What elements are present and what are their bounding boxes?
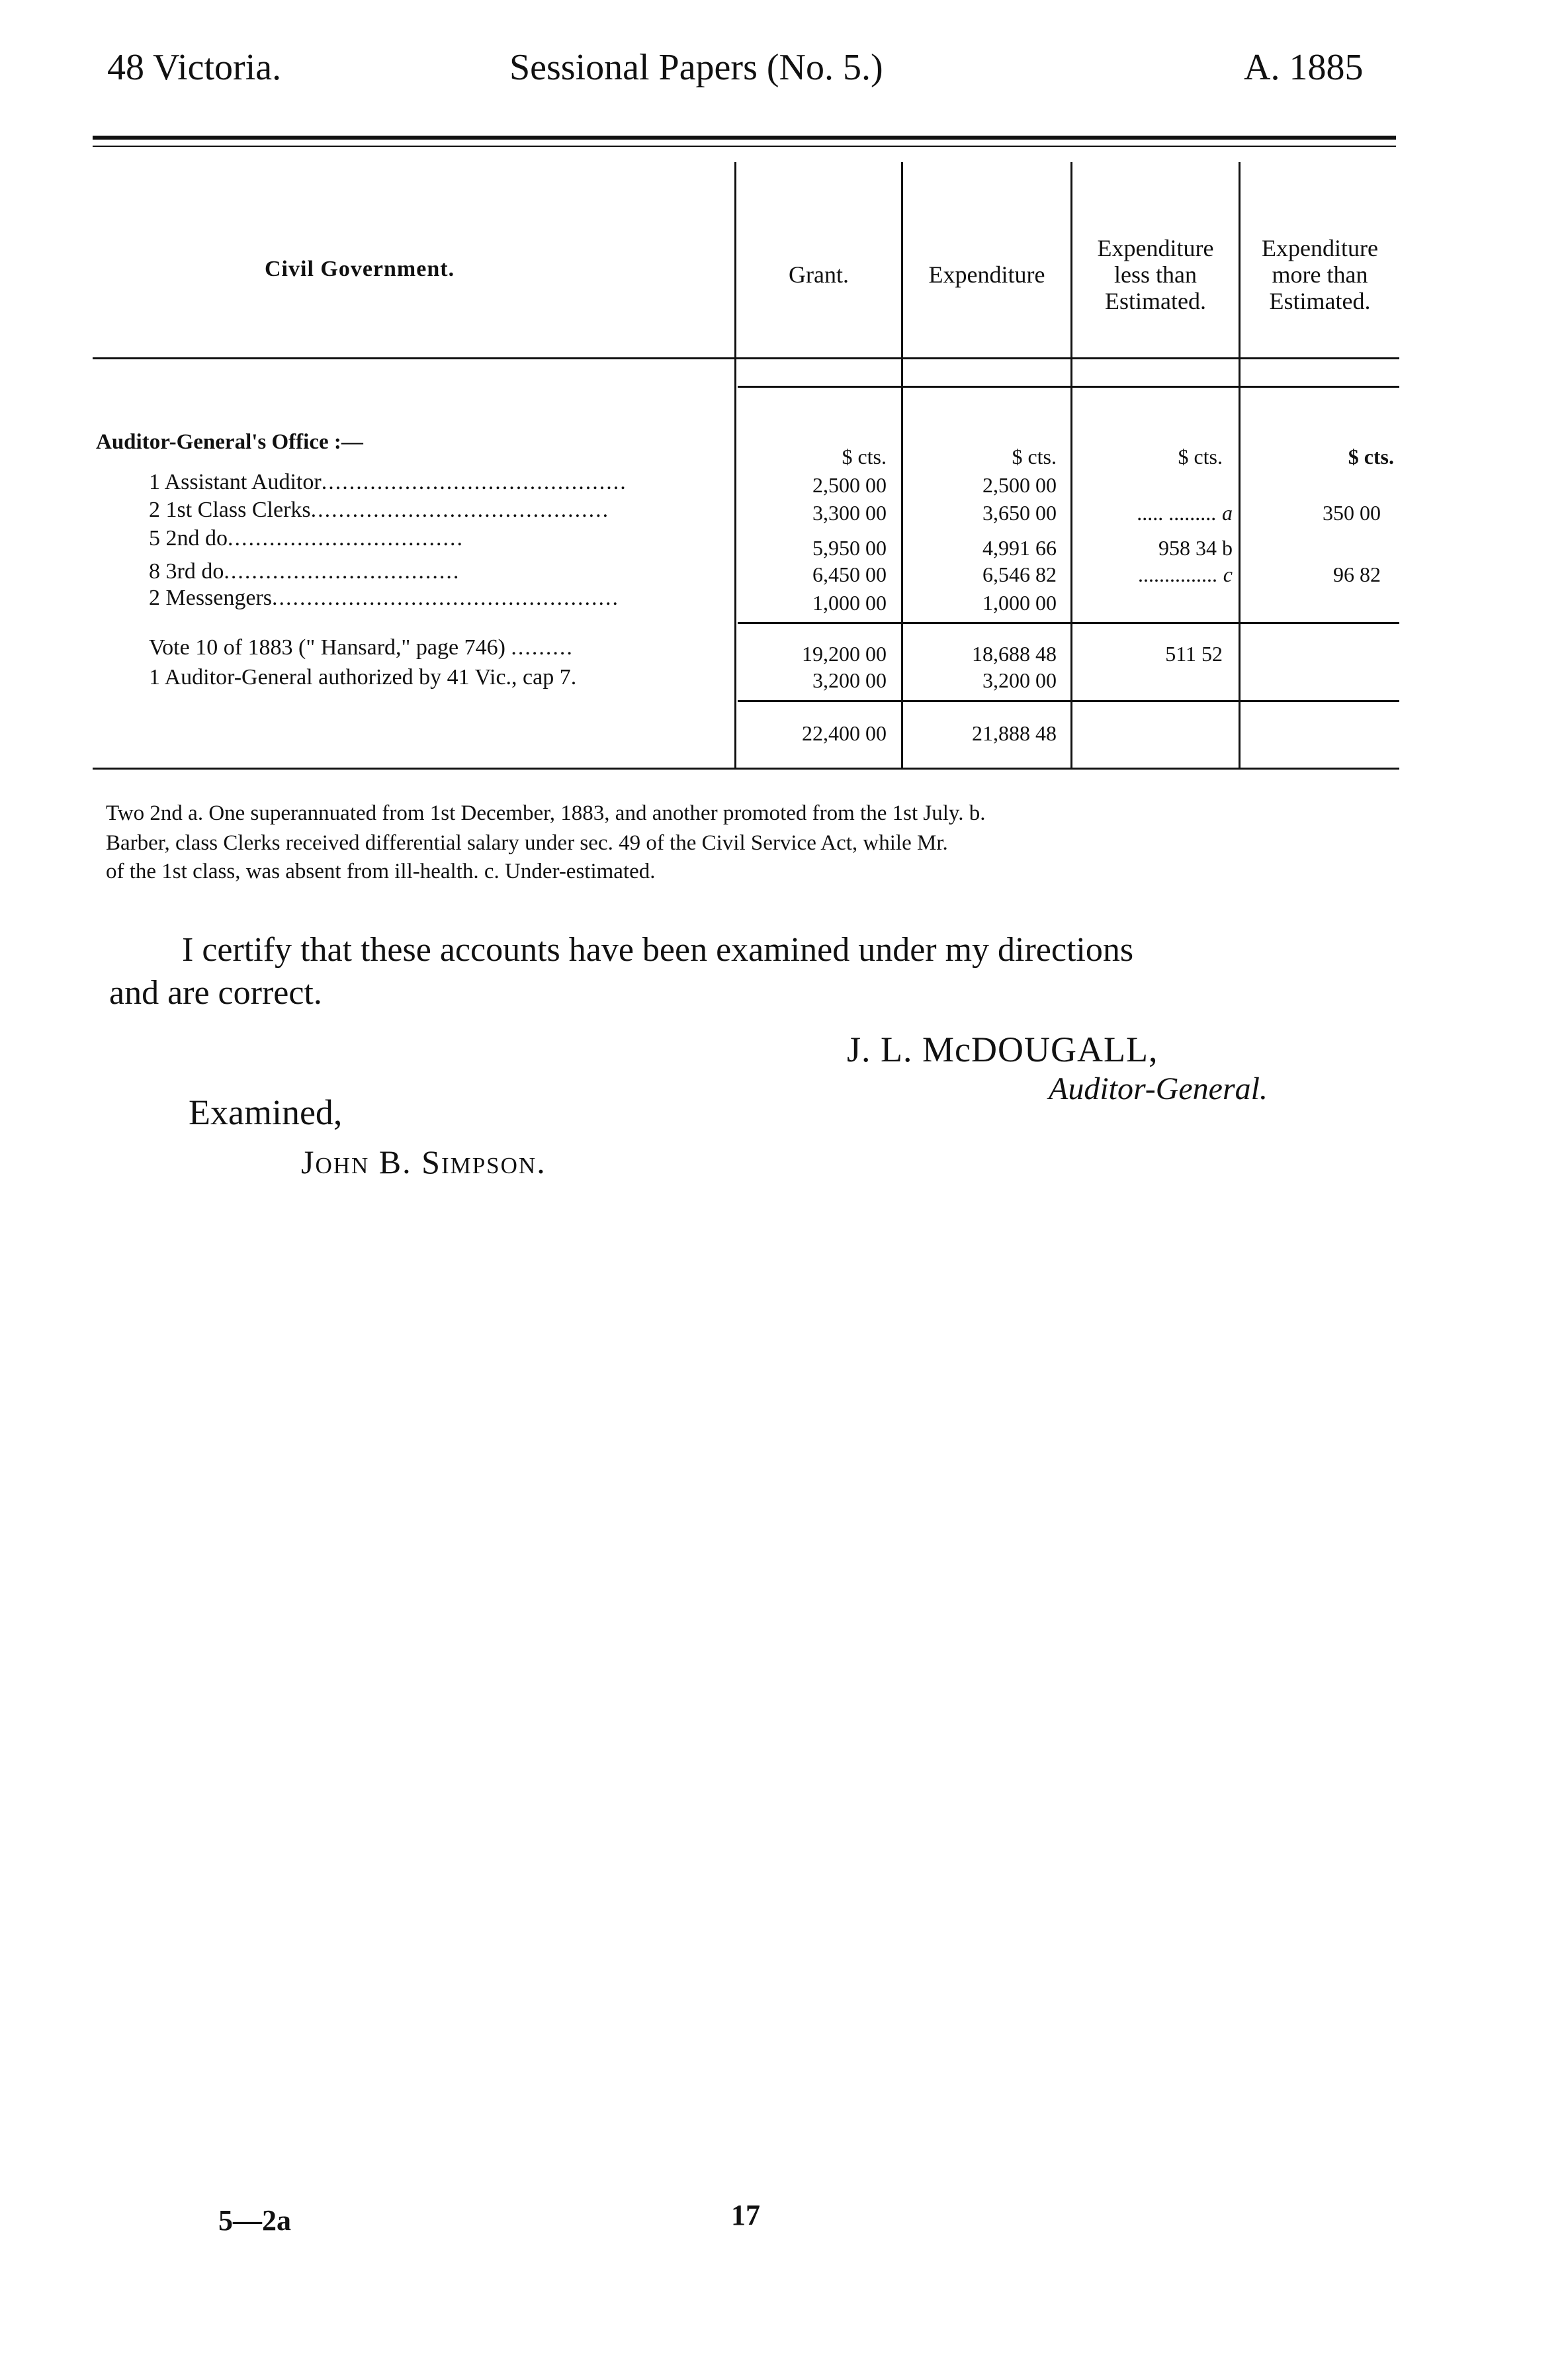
unit-expenditure: $ cts. — [1012, 445, 1057, 468]
col-header-less-than-estimated — [1072, 235, 1239, 314]
col-header-less-line1: Expenditure — [1097, 235, 1214, 261]
row-grant: 1,000 00 — [812, 591, 887, 615]
auth-grant: 3,200 00 — [812, 668, 887, 692]
row-more: 96 82 — [1333, 562, 1381, 586]
col-header-less-line3: Estimated. — [1105, 288, 1206, 314]
header-rule-thick — [93, 136, 1396, 140]
vote-expenditure: 18,688 48 — [972, 642, 1057, 666]
footnote-line-1: Two 2nd a. One superannuated from 1st December, 1883, and another promoted from the 1st July. b. — [106, 801, 986, 825]
header-session: 48 Victoria. — [107, 47, 282, 88]
col-divider-1 — [734, 162, 736, 768]
header-title: Sessional Papers (No. 5.) — [509, 47, 883, 88]
unit-grant: $ cts. — [842, 445, 887, 468]
footer-signature-mark: 5—2a — [218, 2204, 291, 2237]
total-grant: 22,400 00 — [802, 721, 887, 745]
total-rule — [738, 700, 1399, 702]
table-bottom-rule — [93, 768, 1399, 770]
signature-name: J. L. McDOUGALL, — [847, 1030, 1158, 1069]
row-expenditure: 6,546 82 — [982, 562, 1057, 586]
signature-title: Auditor-General. — [1049, 1071, 1268, 1106]
row-grant: 2,500 00 — [812, 473, 887, 497]
footnote-line-2: Barber, class Clerks received differential salary under sec. 49 of the Civil Service Act, while Mr. — [106, 831, 948, 855]
row-less: 958 34 b — [1158, 536, 1233, 560]
col-header-more-line3: Estimated. — [1269, 288, 1371, 314]
unit-more: $ cts. — [1348, 445, 1394, 468]
header-year: A. 1885 — [1244, 47, 1364, 88]
examiner-name: John B. Simpson. — [301, 1143, 546, 1180]
auth-label: 1 Auditor-General authorized by 41 Vic., cap 7. — [149, 665, 577, 690]
row-label: 2 1st Class Clerks........................................... — [149, 498, 610, 522]
row-more: 350 00 — [1323, 501, 1381, 525]
vote-less: 511 52 — [1165, 642, 1223, 666]
col-header-expenditure: Expenditure — [928, 261, 1045, 288]
row-label: 2 Messengers.................................................. — [149, 586, 620, 610]
heading-rule-2 — [738, 386, 1399, 388]
subtotal-rule — [738, 622, 1399, 624]
vote-grant: 19,200 00 — [802, 642, 887, 666]
unit-less: $ cts. — [1178, 445, 1223, 468]
row-expenditure: 1,000 00 — [982, 591, 1057, 615]
certification-line-1: I certify that these accounts have been examined under my directions — [182, 931, 1134, 969]
total-expenditure: 21,888 48 — [972, 721, 1057, 745]
col-header-grant: Grant. — [789, 261, 849, 288]
row-label: 5 2nd do.................................. — [149, 526, 464, 551]
col-header-less-line2: less than — [1114, 261, 1197, 288]
section-title: Civil Government. — [265, 257, 455, 281]
col-header-more-line2: more than — [1272, 261, 1368, 288]
row-expenditure: 4,991 66 — [982, 536, 1057, 560]
office-title: Auditor-General's Office :— — [96, 430, 363, 454]
row-grant: 6,450 00 — [812, 562, 887, 586]
row-less: ............... c — [1138, 562, 1233, 586]
footnote-line-3: of the 1st class, was absent from ill-health. c. Under-estimated. — [106, 860, 656, 883]
vote-label: Vote 10 of 1883 (" Hansard," page 746) ......... — [149, 635, 574, 660]
row-grant: 3,300 00 — [812, 501, 887, 525]
row-label: 8 3rd do.................................. — [149, 559, 460, 584]
header-rule-thin — [93, 146, 1396, 147]
row-grant: 5,950 00 — [812, 536, 887, 560]
auth-expenditure: 3,200 00 — [982, 668, 1057, 692]
col-header-more-than-estimated — [1241, 235, 1399, 314]
row-less: ..... ......... a — [1137, 501, 1233, 525]
row-expenditure: 2,500 00 — [982, 473, 1057, 497]
certification-line-2: and are correct. — [109, 974, 322, 1012]
col-header-more-line1: Expenditure — [1262, 235, 1378, 261]
col-divider-2 — [901, 162, 903, 768]
row-label: 1 Assistant Auditor............................................ — [149, 470, 627, 494]
row-expenditure: 3,650 00 — [982, 501, 1057, 525]
heading-rule — [93, 357, 1399, 359]
examined-label: Examined, — [189, 1092, 343, 1132]
page-number: 17 — [731, 2199, 760, 2231]
